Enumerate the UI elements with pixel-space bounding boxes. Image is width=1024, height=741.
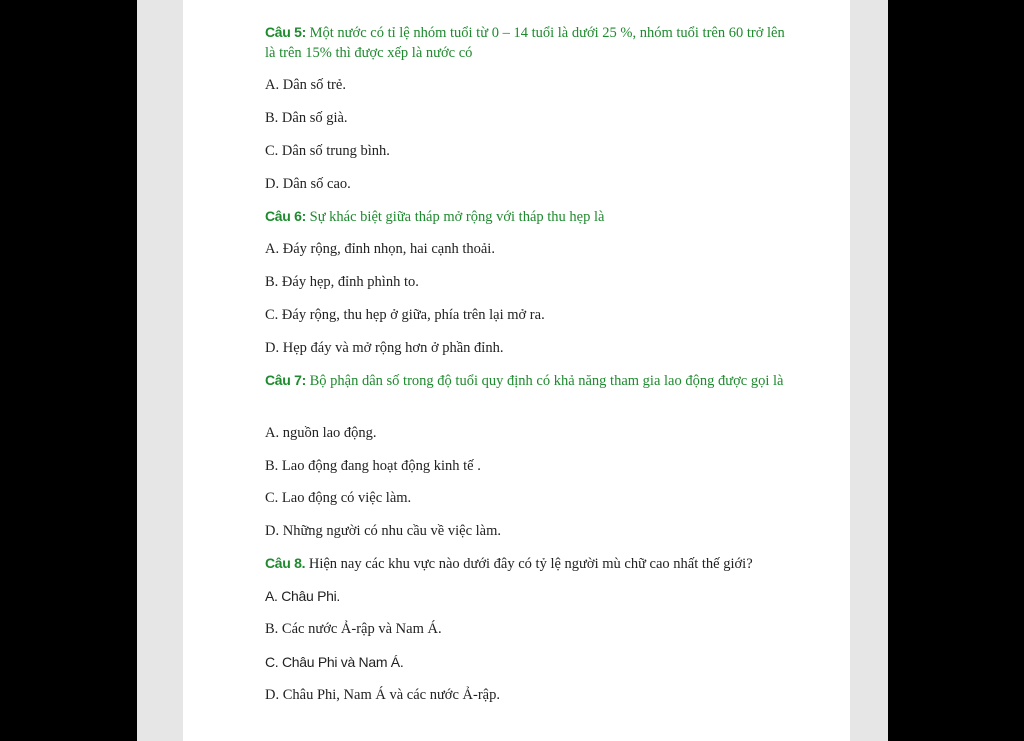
option-7c: C. Lao động có việc làm. (265, 490, 412, 506)
option-5b: B. Dân số già. (265, 110, 348, 126)
option-6c: C. Đáy rộng, thu hẹp ở giữa, phía trên lại mở ra. (265, 307, 545, 323)
question-text: Sự khác biệt giữa tháp mở rộng với tháp thu hẹp là (309, 209, 605, 225)
question-label: Câu 6: (265, 208, 306, 224)
screen-bezel-right (888, 0, 1024, 741)
option-8c: C. Châu Phi và Nam Á. (265, 654, 404, 670)
option-5a: A. Dân số trẻ. (265, 77, 346, 93)
question-text: Bộ phận dân số trong độ tuổi quy định có khả năng tham gia lao động được gọi là (309, 373, 784, 389)
question-text: Một nước có tỉ lệ nhóm tuổi từ 0 – 14 tuổi là dưới 25 %, nhóm tuổi trên 60 trở lên là trên 15% thì được xếp là nước có (265, 25, 785, 61)
option-5c: C. Dân số trung bình. (265, 143, 390, 159)
screen-bezel-left (0, 0, 137, 741)
option-8a: A. Châu Phi. (265, 588, 340, 604)
option-8b: B. Các nước Ả-rập và Nam Á. (265, 621, 442, 637)
option-7b: B. Lao động đang hoạt động kinh tế . (265, 458, 481, 474)
option-5d: D. Dân số cao. (265, 176, 351, 192)
question-8 (265, 553, 805, 574)
question-label: Câu 5: (265, 24, 306, 40)
option-8d: D. Châu Phi, Nam Á và các nước Ả-rập. (265, 687, 500, 703)
question-6 (265, 206, 785, 227)
question-text: Hiện nay các khu vực nào dưới đây có tỷ lệ người mù chữ cao nhất thế giới? (308, 556, 753, 572)
option-7d: D. Những người có nhu cầu về việc làm. (265, 523, 501, 539)
question-7 (265, 370, 785, 391)
option-6b: B. Đáy hẹp, đỉnh phình to. (265, 274, 419, 290)
question-label: Câu 7: (265, 372, 306, 388)
option-7a: A. nguồn lao động. (265, 425, 377, 441)
question-5 (265, 22, 785, 63)
option-6a: A. Đáy rộng, đỉnh nhọn, hai cạnh thoải. (265, 241, 495, 257)
question-label: Câu 8. (265, 555, 306, 571)
option-6d: D. Hẹp đáy và mở rộng hơn ở phần đỉnh. (265, 340, 504, 356)
